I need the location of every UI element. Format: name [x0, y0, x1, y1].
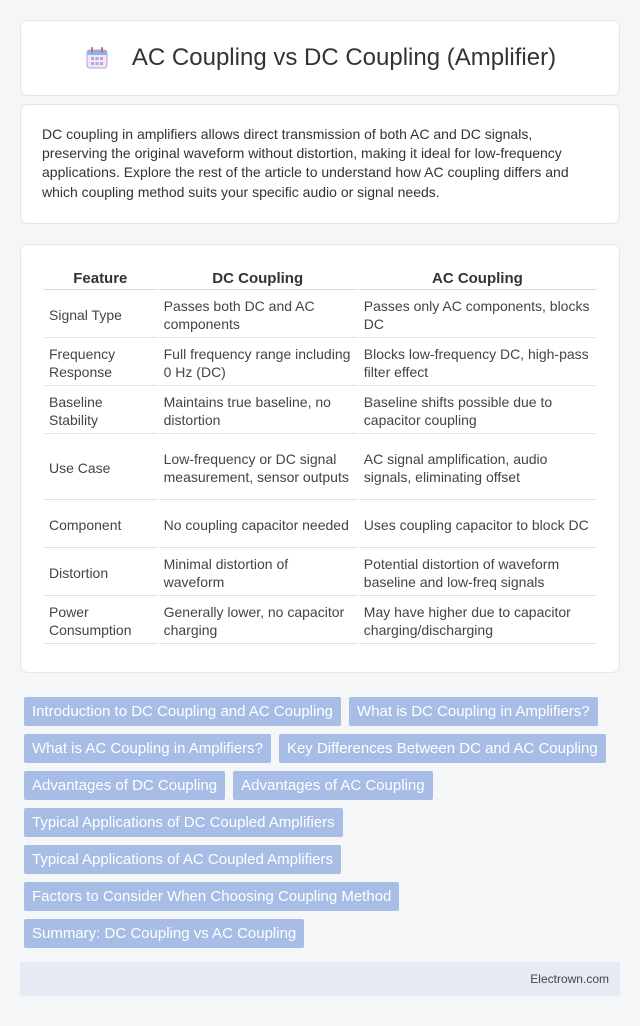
topic-link-applications-dc[interactable]: Typical Applications of DC Coupled Amplifiers — [24, 808, 343, 837]
table-cell: Signal Type — [44, 292, 157, 338]
table-row — [44, 550, 596, 596]
table-cell: Full frequency range including 0 Hz (DC) — [159, 340, 357, 386]
title-card — [20, 20, 620, 96]
table-cell: Frequency Response — [44, 340, 157, 386]
header-feature: Feature — [44, 267, 157, 290]
table-row — [44, 598, 596, 644]
table-row — [44, 292, 596, 338]
table-cell: Distortion — [44, 550, 157, 596]
table-cell: Passes only AC components, blocks DC — [359, 292, 596, 338]
intro-text: DC coupling in amplifiers allows direct transmission of both AC and DC signals, preserving the original waveform without distortion, making it ideal for low-frequency applications. Explore the rest of the article to understand how AC coupling differs and which coupling method suits your specific audio or signal needs. — [42, 126, 569, 200]
table-cell: Baseline Stability — [44, 388, 157, 434]
table-cell: Potential distortion of waveform baseline and low-freq signals — [359, 550, 596, 596]
table-row — [44, 388, 596, 434]
footer-site-name: Electrown.com — [530, 972, 609, 986]
table-cell: Use Case — [44, 436, 157, 500]
table-cell: Uses coupling capacitor to block DC — [359, 502, 596, 548]
topic-link-key-differences[interactable]: Key Differences Between DC and AC Coupling — [279, 734, 606, 763]
table-row — [44, 502, 596, 548]
table-row — [44, 340, 596, 386]
table-cell: Power Consumption — [44, 598, 157, 644]
header-dc-coupling: DC Coupling — [159, 267, 357, 290]
table-cell: Baseline shifts possible due to capacitor coupling — [359, 388, 596, 434]
intro-card — [20, 104, 620, 224]
topic-link-advantages-dc[interactable]: Advantages of DC Coupling — [24, 771, 225, 800]
topic-link-what-is-dc[interactable]: What is DC Coupling in Amplifiers? — [349, 697, 598, 726]
calendar-icon — [84, 45, 110, 71]
topic-links — [24, 697, 620, 956]
topic-link-introduction[interactable]: Introduction to DC Coupling and AC Coupling — [24, 697, 341, 726]
table-cell: Minimal distortion of waveform — [159, 550, 357, 596]
topic-link-applications-ac[interactable]: Typical Applications of AC Coupled Amplifiers — [24, 845, 341, 874]
comparison-table — [42, 265, 598, 646]
topic-link-advantages-ac[interactable]: Advantages of AC Coupling — [233, 771, 432, 800]
topic-link-what-is-ac[interactable]: What is AC Coupling in Amplifiers? — [24, 734, 271, 763]
table-cell: Maintains true baseline, no distortion — [159, 388, 357, 434]
table-cell: No coupling capacitor needed — [159, 502, 357, 548]
table-row — [44, 436, 596, 500]
table-cell: Passes both DC and AC components — [159, 292, 357, 338]
table-cell: Low-frequency or DC signal measurement, sensor outputs — [159, 436, 357, 500]
table-cell: Generally lower, no capacitor charging — [159, 598, 357, 644]
table-header-row — [44, 267, 596, 290]
footer — [20, 962, 620, 996]
topic-link-summary[interactable]: Summary: DC Coupling vs AC Coupling — [24, 919, 304, 948]
table-cell: Blocks low-frequency DC, high-pass filter effect — [359, 340, 596, 386]
table-cell: AC signal amplification, audio signals, eliminating offset — [359, 436, 596, 500]
topic-link-factors[interactable]: Factors to Consider When Choosing Coupling Method — [24, 882, 399, 911]
page-title: AC Coupling vs DC Coupling (Amplifier) — [131, 44, 557, 71]
table-cell: Component — [44, 502, 157, 548]
table-cell: May have higher due to capacitor charging/discharging — [359, 598, 596, 644]
comparison-table-card — [20, 244, 620, 673]
header-ac-coupling: AC Coupling — [359, 267, 596, 290]
